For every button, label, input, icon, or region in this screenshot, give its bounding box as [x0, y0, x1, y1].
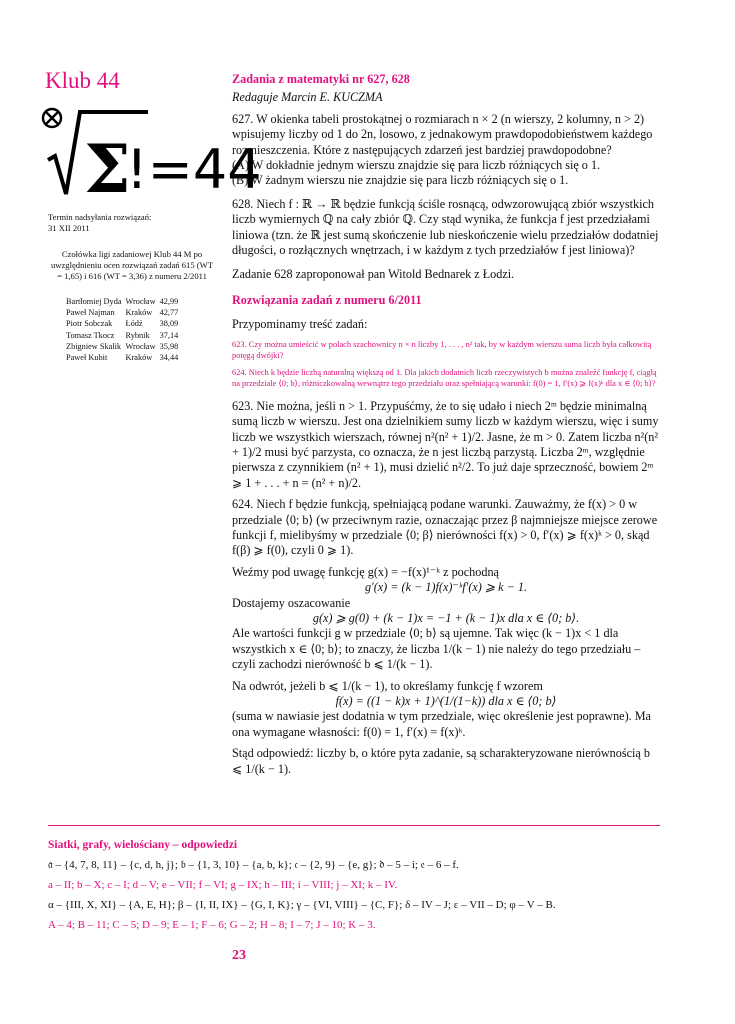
solution-624-answer: Stąd odpowiedź: liczby b, o które pyta zadanie, są scharakteryzowane nierównością b ⩽ 1/(k − 1).: [232, 746, 650, 776]
solutions-heading: Rozwiązania zadań z numeru 6/2011: [232, 292, 422, 307]
standings-city: Wrocław: [125, 341, 156, 351]
answers-line-1: 𝔞 – {4, 7, 8, 11} – {c, d, h, j}; 𝔟 – {1, 3, 10} – {a, b, k}; 𝔠 – {2, 9} – {e, g}; 𝔡 – 5 – i; 𝔢 – 6 – f.: [48, 859, 459, 871]
answers-line-3: α – {III, X, XI} – {A, E, H}; β – {I, II, IX} – {G, I, K}; γ – {VI, VIII} – {C, F}; δ – IV – J; ε – VII – D; φ – V – B.: [48, 899, 556, 911]
standings-score: 34,44: [159, 353, 179, 363]
solution-623: 623. Nie można, jeśli n > 1. Przypuśćmy, że to się udało i niech 2ᵐ będzie minimalną sumą liczb w wierszu. Jest ona dzielnikiem sumy liczb w każdym wierszu, więc i sumy liczb we wszystkich wierszach, równej n²(n² + 1)/2. Jasne, że m > 0. Zatem liczba n²(n² + 1)/2 musi być parzysta, co oznacza, że n jest liczbą parzystą. Liczba 2ᵐ, względnie pierwsza z czynnikiem (n² + 1), musi dzielić n²/2. To już daje sprzeczność, bowiem 2ᵐ ⩾ 1 + . . . + n = (n² + n)/2.: [232, 398, 659, 490]
standings-name: Zbigniew Skalik: [66, 341, 122, 351]
answers-section: [48, 838, 668, 932]
main-column: [232, 72, 660, 777]
standings-score: 42,77: [159, 308, 179, 318]
page-number: 23: [232, 948, 246, 963]
answers-heading: Siatki, grafy, wielościany – odpowiedzi: [48, 839, 238, 851]
reminder: Przypominamy treść zadań:: [232, 317, 368, 332]
standings-name: Paweł Najman: [66, 308, 115, 318]
standings-score: 42,99: [159, 297, 179, 306]
problem-628: 628. Niech f : ℝ → ℝ będzie funkcją ściśle rosnącą, odwzorowującą zbiór wszystkich liczb wymiernych ℚ na cały zbiór ℚ. Czy stąd wynika, że funkcja f jest przedziałami liniowa (tzn. że ℝ jest sumą skończenie lub nieskończenie wielu przedziałów dodatniej długości, o rozłącznych wnętrzach, i w każdym z tych przedziałów f jest liniowa)?: [232, 196, 659, 258]
problem-628-author: Zadanie 628 zaproponował pan Witold Bednarek z Łodzi.: [232, 267, 515, 282]
standings-row: [66, 330, 178, 341]
reminder-624: 624. Niech k będzie liczbą naturalną większą od 1. Dla jakich dodatnich liczb rzeczywistych b można znaleźć funkcję f, ciągłą na przedziale ⟨0; b⟩, różniczkowalną wewnątrz tego przedziału oraz spełniającą warunki: f(0) = 1, f′(x) ⩾ f(x)ᵏ dla x ∈ ⟨0; b⟩?: [232, 367, 657, 388]
standings-row: [66, 296, 178, 307]
solution-624-intro: 624. Niech f będzie funkcją, spełniającą podane warunki. Zauważmy, że f(x) > 0 w przedziale ⟨0; b⟩ (w przeciwnym razie, oznaczając przez β najmniejsze miejsce zerowe funkcji f, mielibyśmy w przedziale ⟨0; β⟩ nierówności f(x) > 0, f′(x) ⩾ f(x)ᵏ > 0, skąd f(β) ⩾ f(0), czyli 0 ⩾ 1).: [232, 497, 658, 558]
standings-name: Piotr Sobczak: [66, 319, 113, 329]
standings-row: [66, 352, 178, 363]
reminder-623: 623. Czy można umieścić w polach szachownicy n × n liczby 1, . . . , n² tak, by w każdym wierszu suma liczb była całkowitą potęgą dwójki?: [232, 339, 652, 360]
deadline: [48, 212, 218, 234]
standings-city: Wrocław: [125, 297, 156, 306]
leaders-intro: Czołówka ligi zadaniowej Klub 44 M po uwzględnieniu ocen rozwiązań zadań 615 (WT = 1,65) i 616 (WT = 3,36) z numeru 2/2011: [50, 249, 213, 281]
standings-name: Tomasz Tkocz: [66, 330, 115, 340]
section-divider: [48, 825, 660, 826]
standings-city: Rybnik: [125, 330, 150, 340]
equation-derivative: g′(x) = (k − 1)f(x)⁻ᵏf′(x) ⩾ k − 1.: [364, 580, 528, 595]
tasks-heading: Zadania z matematyki nr 627, 628: [232, 72, 410, 86]
standings-table: [66, 296, 178, 363]
equation-formula: f(x) = ((1 − k)x + 1)^(1/(1−k)) dla x ∈ ⟨0; b⟩: [335, 694, 557, 708]
problem-627-option-a: (A) W dokładnie jednym wierszu znajdzie się para liczb różniących się o 1.: [232, 158, 601, 173]
answers-line-2: a – II; b – X; c – I; d – V; e – VII; f – VI; g – IX; h – III; i – VIII; j – XI; k – IV.: [48, 879, 398, 891]
standings-score: 35,98: [159, 341, 179, 351]
solution-624-remark: (suma w nawiasie jest dodatnia w tym przedziale, więc określenie jest poprawne). Ma ona wymagane własności: f(0) = 1, f′(x) = f(x)ᵏ.: [232, 709, 651, 739]
editor-line: Redaguje Marcin E. KUCZMA: [232, 90, 383, 105]
standings-score: 38,09: [159, 319, 179, 329]
deadline-text: Termin nadsyłania rozwiązań: 31 XII 2011: [48, 212, 152, 233]
standings-name: Bartłomiej Dyda: [66, 297, 122, 306]
solution-624-converse: Na odwrót, jeżeli b ⩽ 1/(k − 1), to określamy funkcję f wzorem: [232, 678, 543, 693]
solution-624-conclusion: Ale wartości funkcji g w przedziale ⟨0; b⟩ są ujemne. Tak więc (k − 1)x < 1 dla wszystkich x ∈ ⟨0; b⟩; to znaczy, że liczba 1/(k − 1) nie należy do tego przedziału – czyli zachodzi nierówność b ⩽ 1/(k − 1).: [232, 626, 641, 672]
standings-city: Kraków: [125, 308, 153, 318]
problem-627-option-b: (B) W żadnym wierszu nie znajdzie się para liczb różniących się o 1.: [232, 173, 569, 188]
standings-row: [66, 318, 178, 329]
svg-text:Σ: Σ: [84, 130, 131, 208]
problem-627: 627. W okienka tabeli prostokątnej o rozmiarach n × 2 (n wierszy, 2 kolumny, n > 2) wpisujemy liczby od 1 do 2n, losowo, z jednakowym prawdopodobieństwem każdego rozmieszczenia. Które z następujących zdarzeń jest bardziej prawdopodobne?: [232, 111, 653, 157]
klub-44-logo: [40, 104, 262, 208]
standings-city: Łódź: [125, 319, 143, 329]
equation-estimate: g(x) ⩾ g(0) + (k − 1)x = −1 + (k − 1)x dla x ∈ ⟨0; b⟩.: [312, 610, 580, 625]
standings-row: [66, 307, 178, 318]
standings-city: Kraków: [125, 353, 153, 363]
svg-text:!=44: !=44: [126, 138, 262, 201]
standings-row: [66, 341, 178, 352]
solution-624-estimate: Dostajemy oszacowanie: [232, 595, 351, 610]
standings-score: 37,14: [159, 330, 179, 340]
klub-title: Klub 44: [45, 68, 120, 93]
solution-624-function: Weźmy pod uwagę funkcję g(x) = −f(x)¹⁻ᵏ z pochodną: [232, 564, 499, 579]
standings-name: Paweł Kubit: [66, 353, 108, 363]
answers-line-4: A – 4; B – 11; C – 5; D – 9; E – 1; F – 6; G – 2; H – 8; I – 7; J – 10; K – 3.: [48, 919, 376, 931]
